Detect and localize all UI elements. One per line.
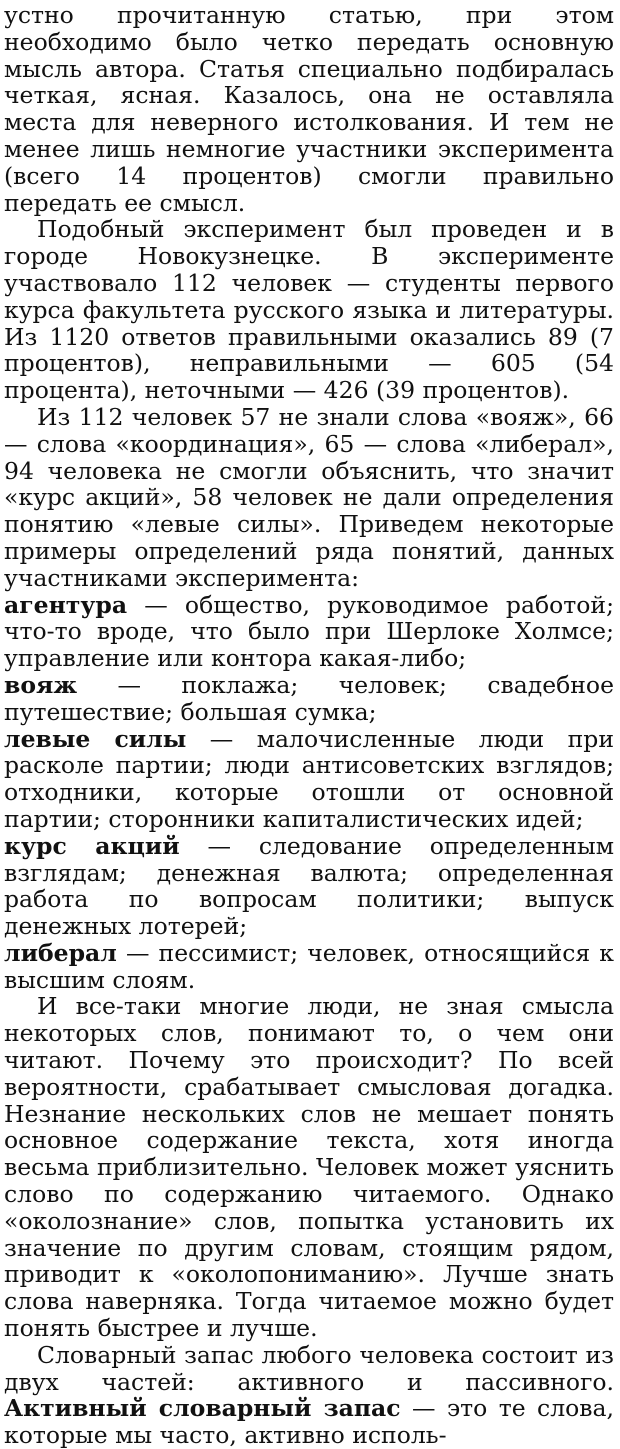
paragraph-semantic-guess: И все-таки многие люди, не зная смысла некоторых слов, понимают то, о чем они читают. Почему это происходит? По всей вероятности, срабатывает смысловая догадка. Незнание нескольких слов не мешает понять основное содержание текста, хотя иногда весьма приблизительно. Человек может уяснить слово по содержанию читаемого. Однако «околознание» слов, попытка установить их значение по другим словам, стоящим рядом, приводит к «околопониманию». Лучше знать слова наверняка. Тогда читаемое можно будет понять быстрее и лучше. bbox=[4, 992, 614, 1343]
definition-voyazh bbox=[4, 672, 614, 726]
definition-term: агентура bbox=[4, 590, 128, 619]
vocabulary-intro: Словарный запас любого человека состоит из двух частей: активного и пассивного. bbox=[4, 1340, 614, 1396]
paragraph-novokuznetsk-experiment: Подобный эксперимент был проведен и в городе Новокузнецке. В эксперименте участвовало 112 человек — студенты первого курса факультета русского языка и литературы. Из 1120 ответов правильными оказались 89 (7 процентов), неправильными — 605 (54 процента), неточными — 426 (39 процентов). bbox=[4, 215, 614, 405]
active-vocabulary-term: Активный словарный запас bbox=[4, 1394, 401, 1423]
definition-term: вояж bbox=[4, 670, 78, 699]
definition-text: — общество, руководимое работой; что-то вроде, что было при Шерлоке Холмсе; управление или контора какая-либо; bbox=[4, 590, 614, 673]
definition-text: — пессимист; человек, относящийся к высшим слоям. bbox=[4, 938, 614, 994]
definition-text: — следование определенным взглядам; денежная валюта; определенная работа по вопросам политики; выпуск денежных лотерей; bbox=[4, 831, 615, 941]
definition-term: либерал bbox=[4, 938, 117, 967]
vocabulary-continuation: — это те слова, которые мы часто, активно исполь- bbox=[4, 1394, 615, 1449]
definition-text: — поклажа; человек; свадебное путешествие; большая сумка; bbox=[4, 670, 614, 726]
paragraph-continued: устно прочитанную статью, при этом необходимо было четко передать основную мысль автора. Статья специально подбиралась четкая, ясная. Казалось, она не оставляла места для неверного истолкования. И тем не менее лишь немногие участники эксперимента (всего 14 процентов) смогли правильно передать ее смысл. bbox=[4, 1, 614, 217]
definition-liberal bbox=[4, 940, 614, 994]
paragraph-unknown-words: Из 112 человек 57 не знали слова «вояж», 66 — слова «координация», 65 — слова «либерал», 94 человека не смогли объяснить, что значит «курс акций», 58 человек не дали определения понятию «левые силы». Приведем некоторые примеры определений ряда понятий, данных участниками эксперимента: bbox=[4, 402, 614, 592]
definition-text: — малочисленные люди при расколе партии; люди антисоветских взглядов; отходники, которые отошли от основной партии; сторонники капиталистических идей; bbox=[4, 724, 614, 833]
definition-term: курс акций bbox=[4, 831, 180, 860]
definition-kurs-aktsiy bbox=[4, 833, 614, 940]
definition-levye-sily bbox=[4, 726, 614, 833]
paragraph-vocabulary bbox=[4, 1342, 614, 1449]
definition-agentura bbox=[4, 592, 614, 672]
definition-term: левые силы bbox=[4, 724, 187, 753]
